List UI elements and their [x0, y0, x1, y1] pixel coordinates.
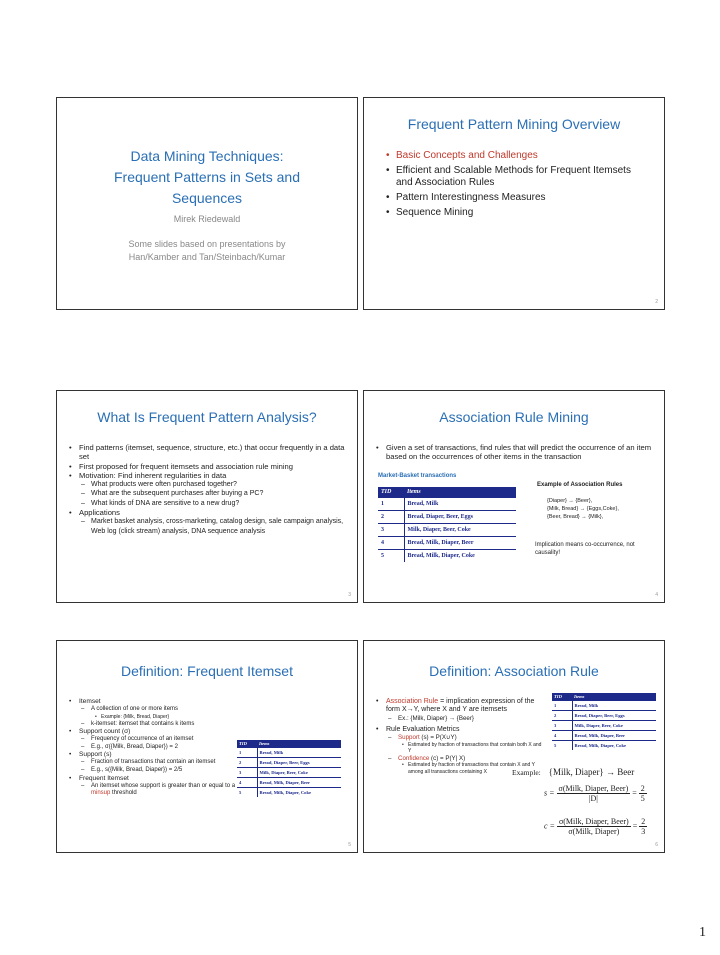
table-cell: Bread, Diaper, Beer, Eggs: [257, 758, 341, 768]
bullet: • Applications: [69, 508, 349, 517]
slide6-bullets: [376, 698, 544, 775]
table-row: [378, 537, 516, 550]
confidence-formula: [544, 817, 647, 836]
support-fraction: [557, 784, 631, 803]
slide6-title: Definition: Association Rule: [429, 663, 599, 679]
table-cell: 5: [378, 550, 404, 563]
table-cell: Bread, Diaper, Beer, Eggs: [404, 511, 516, 524]
slide-3: [56, 390, 358, 603]
table-cell: Bread, Milk, Diaper, Beer: [572, 731, 656, 741]
sub-sub-bullet: • Example: {Milk, Bread, Diaper}: [69, 714, 237, 721]
slide3-title: What Is Frequent Pattern Analysis?: [97, 409, 317, 425]
support-value: [639, 784, 647, 803]
table-cell: Bread, Milk, Diaper, Beer: [404, 537, 516, 550]
bullet: • Find patterns (itemset, sequence, structure, etc.) that occur frequently in a data set: [69, 443, 349, 462]
support-formula: [544, 784, 647, 803]
sub-bullet: – Frequency of occurrence of an itemset: [69, 736, 237, 744]
table-cell: 2: [237, 758, 257, 768]
slide-1: [56, 97, 358, 310]
bullet: [376, 698, 544, 715]
sub-bullet: [376, 734, 544, 742]
numerator: σ(Milk, Diaper, Beer): [558, 784, 629, 793]
slide5-title: Definition: Frequent Itemset: [121, 663, 293, 679]
table-header: TID: [552, 693, 572, 701]
table-cell: Milk, Diaper, Beer, Coke: [572, 721, 656, 731]
transactions-table: [378, 487, 516, 562]
bullet: • Basic Concepts and Challenges: [386, 150, 648, 162]
sub-bullet: – Market basket analysis, cross-marketing, catalog design, sale campaign analysis, Web log (click stream) analysis, DNA sequence analysis: [69, 517, 349, 536]
numerator: σ(Milk, Diaper, Beer): [558, 817, 629, 826]
table-row: [552, 701, 656, 711]
text-span: An itemset whose support is greater than or equal to a: [91, 782, 236, 789]
table-cell: Bread, Milk, Diaper, Coke: [572, 741, 656, 751]
slide2-title: Frequent Pattern Mining Overview: [407, 116, 621, 132]
slide-5: [56, 640, 358, 853]
slide-number: 3: [348, 592, 351, 598]
confidence-value: [639, 817, 647, 836]
sub-bullet: – A collection of one or more items: [69, 706, 237, 714]
confidence-var: c =: [544, 821, 555, 831]
sub-bullet: – What kinds of DNA are sensitive to a new drug?: [69, 499, 349, 508]
table-cell: 3: [237, 768, 257, 778]
table-header-row: [378, 487, 516, 498]
table-cell: 5: [237, 788, 257, 798]
example-rule: [512, 767, 634, 777]
sub-sub-bullet: • Estimated by fraction of transactions that contain X and Y among all transactions containing X: [376, 762, 544, 775]
table-cell: 3: [552, 721, 572, 731]
denominator: 5: [640, 794, 645, 803]
table-header-row: [552, 693, 656, 701]
table-header: TID: [378, 487, 404, 498]
slide-number: 2: [655, 299, 658, 305]
table-cell: Bread, Milk: [257, 748, 341, 758]
text-span: (s) = P(X∪Y): [421, 734, 457, 742]
table-row: [378, 498, 516, 511]
slide-4: [363, 390, 665, 603]
numerator: 2: [641, 817, 646, 826]
bullet: • Sequence Mining: [386, 207, 648, 219]
table-header: Items: [257, 740, 341, 748]
slide-6: [363, 640, 665, 853]
support-var: s =: [544, 788, 555, 798]
rule-line: {Milk, Bread} → {Eggs,Coke},: [547, 506, 619, 512]
bullet: • Rule Evaluation Metrics: [376, 726, 544, 734]
sub-bullet: – k-itemset: itemset that contains k items: [69, 721, 237, 729]
bullet: • Support count (σ): [69, 728, 237, 736]
page-number: 1: [699, 925, 706, 940]
slide3-bullets: [69, 443, 349, 536]
table-cell: 1: [378, 498, 404, 511]
table-cell: Bread, Milk: [572, 701, 656, 711]
text-span: threshold: [112, 790, 137, 797]
assoc-rule-term: Association Rule: [386, 698, 439, 705]
table-cell: 2: [378, 511, 404, 524]
bullet: • Frequent Itemset: [69, 775, 237, 783]
slide2-bullets: [386, 150, 648, 219]
slide1-author: Mirek Riedewald: [173, 214, 241, 224]
support-term: Support: [398, 734, 420, 742]
slide4-bullets: [376, 443, 656, 462]
sub-bullet: – Ex.: {Milk, Diaper} → {Beer}: [376, 715, 544, 723]
table-header: Items: [572, 693, 656, 701]
table-row: [378, 550, 516, 563]
bullet: • Efficient and Scalable Methods for Frequent Itemsets and Association Rules: [386, 165, 648, 189]
slide-number: 6: [655, 842, 658, 848]
slide-number: 4: [655, 592, 658, 598]
table-row: [378, 511, 516, 524]
slide4-title: Association Rule Mining: [439, 409, 589, 425]
table-row: [237, 778, 341, 788]
slide1-title-line: Sequences: [171, 190, 243, 206]
sub-bullet: – What are the subsequent purchases after buying a PC?: [69, 489, 349, 498]
bullet: • Motivation: Find inherent regularities in data: [69, 471, 349, 480]
table-cell: 5: [552, 741, 572, 751]
table-cell: Bread, Milk, Diaper, Coke: [404, 550, 516, 563]
sub-bullet: – Fraction of transactions that contain an itemset: [69, 759, 237, 767]
slide5-bullets: [69, 698, 237, 798]
confidence-fraction: [557, 817, 631, 836]
text-span: = implication expression of the form X→Y, where X and Y are itemsets: [386, 698, 535, 714]
slide-2: [363, 97, 665, 310]
table-row: [237, 788, 341, 798]
table-row: [552, 721, 656, 731]
bullet: • First proposed for frequent itemsets and association rule mining: [69, 462, 349, 471]
slide1-credits: [57, 238, 357, 264]
table-row: [552, 731, 656, 741]
transactions-table: [237, 740, 341, 797]
table-cell: 2: [552, 711, 572, 721]
table-row: [552, 711, 656, 721]
bullet: • Support (s): [69, 751, 237, 759]
table-row: [552, 741, 656, 751]
credit-line: Han/Kamber and Tan/Steinbach/Kumar: [128, 252, 286, 262]
sub-bullet: – What products were often purchased together?: [69, 480, 349, 489]
example-rules: [547, 497, 619, 521]
table-row: [237, 768, 341, 778]
credit-line: Some slides based on presentations by: [128, 239, 286, 249]
denominator: σ(Milk, Diaper): [557, 826, 631, 836]
table-cell: 1: [237, 748, 257, 758]
example-rule-text: {Milk, Diaper} → Beer: [548, 767, 635, 777]
text-span: (c) = P(Y| X): [431, 754, 466, 762]
example-label: Example:: [512, 768, 541, 777]
slide1-title-line: Frequent Patterns in Sets and: [114, 169, 300, 185]
bullet: • Given a set of transactions, find rules that will predict the occurrence of an item based on the occurrences of other items in the transaction: [376, 443, 656, 462]
sub-sub-bullet: • Estimated by fraction of transactions that contain both X and Y: [376, 742, 544, 755]
bullet: • Itemset: [69, 698, 237, 706]
slide1-title: [57, 146, 357, 209]
bullet: • Pattern Interestingness Measures: [386, 192, 648, 204]
rule-line: {Beer, Bread} → {Milk},: [547, 514, 604, 520]
table-cell: 4: [552, 731, 572, 741]
table-cell: 4: [378, 537, 404, 550]
market-basket-label: Market-Basket transactions: [378, 473, 457, 479]
table-row: [378, 524, 516, 537]
sub-bullet: [69, 783, 237, 798]
confidence-term: Confidence: [398, 754, 430, 762]
denominator: 3: [641, 827, 646, 836]
table-cell: Bread, Milk, Diaper, Coke: [257, 788, 341, 798]
table-cell: Bread, Milk: [404, 498, 516, 511]
rule-line: {Diaper} → {Beer},: [547, 498, 593, 504]
denominator: |D|: [557, 793, 631, 803]
slide1-title-line: Data Mining Techniques:: [130, 148, 284, 164]
table-cell: 1: [552, 701, 572, 711]
causality-note: Implication means co-occurrence, not causality!: [535, 542, 635, 556]
slide-number: 5: [348, 842, 351, 848]
sub-bullet: [376, 755, 544, 763]
table-cell: Milk, Diaper, Beer, Coke: [404, 524, 516, 537]
table-row: [237, 748, 341, 758]
numerator: 2: [640, 784, 645, 793]
table-header: Items: [404, 487, 516, 498]
example-rules-label: Example of Association Rules: [537, 482, 623, 488]
minsup-term: minsup: [91, 790, 111, 797]
table-row: [237, 758, 341, 768]
sub-bullet: – E.g., s({Milk, Bread, Diaper}) = 2/5: [69, 767, 237, 775]
equals: =: [632, 821, 638, 831]
transactions-table: [552, 693, 656, 750]
sub-bullet: – E.g., σ({Milk, Bread, Diaper}) = 2: [69, 744, 237, 752]
table-cell: 4: [237, 778, 257, 788]
table-cell: Bread, Milk, Diaper, Beer: [257, 778, 341, 788]
table-cell: 3: [378, 524, 404, 537]
table-header: TID: [237, 740, 257, 748]
equals: =: [632, 788, 637, 798]
table-cell: Bread, Diaper, Beer, Eggs: [572, 711, 656, 721]
table-cell: Milk, Diaper, Beer, Coke: [257, 768, 341, 778]
table-header-row: [237, 740, 341, 748]
